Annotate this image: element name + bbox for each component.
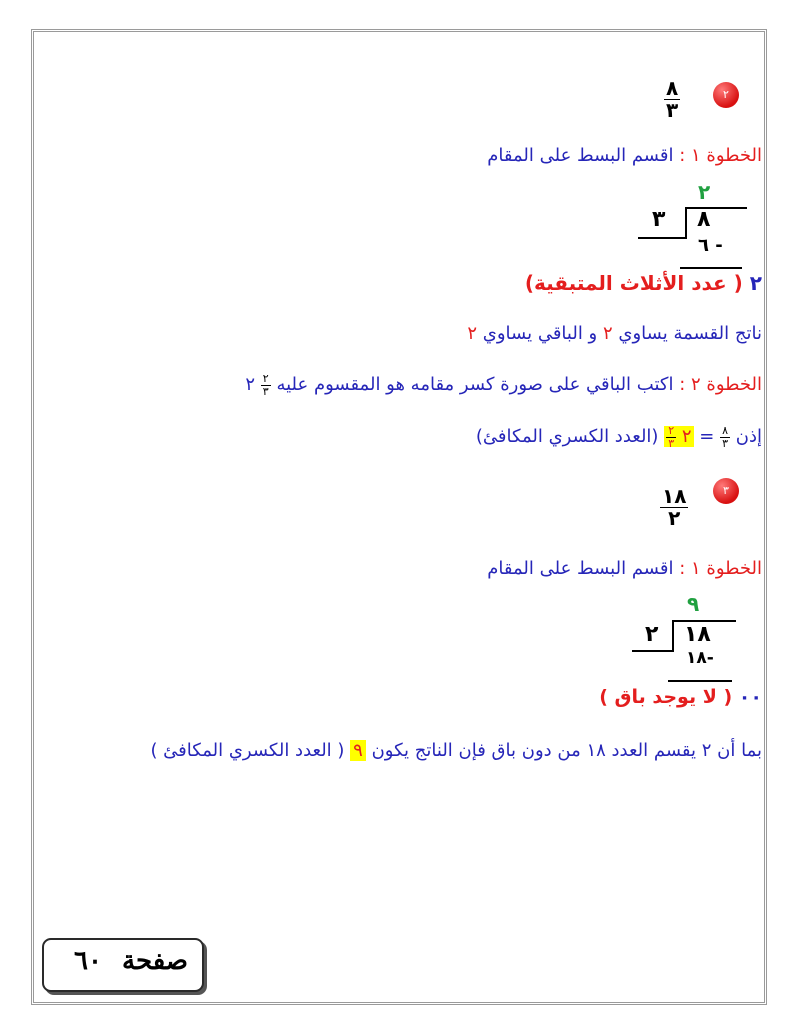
step-text: اكتب الباقي على صورة كسر مقامه هو المقسوم عليه bbox=[276, 374, 674, 396]
step-label: الخطوة ١ : bbox=[679, 145, 762, 166]
division-bar bbox=[685, 207, 747, 209]
example-3-remainder bbox=[599, 686, 762, 708]
fraction-denominator: ٣ bbox=[262, 384, 269, 398]
divisor-underline bbox=[632, 650, 674, 652]
result-remainder: ٢ bbox=[467, 323, 478, 344]
answer-highlight: ٩ bbox=[350, 740, 366, 761]
division-bracket bbox=[672, 620, 674, 652]
result-text-1: ناتج القسمة يساوي bbox=[618, 323, 762, 344]
conclusion-prefix: إذن bbox=[735, 426, 762, 448]
conclusion-text: بما أن ٢ يقسم العدد ١٨ من دون باق فإن الناتج يكون bbox=[371, 740, 762, 761]
result-text-2: و الباقي يساوي bbox=[482, 323, 598, 344]
answer-highlight bbox=[664, 424, 693, 450]
division-subtract: ١٨- bbox=[686, 648, 714, 668]
fraction-denominator: ٣ bbox=[668, 436, 675, 450]
example-2-result-line bbox=[467, 323, 762, 344]
fraction-numerator: ٢ bbox=[668, 424, 675, 437]
fraction-numerator: ١٨ bbox=[662, 484, 687, 508]
example-2-conclusion bbox=[476, 425, 762, 449]
example-3-fraction bbox=[660, 486, 688, 529]
step-text: اقسم البسط على المقام bbox=[487, 145, 674, 166]
page-number: ٦٠ bbox=[74, 946, 102, 976]
divisor-underline bbox=[638, 237, 686, 239]
step-text: اقسم البسط على المقام bbox=[487, 558, 674, 579]
answer-whole: ٢ bbox=[681, 426, 692, 448]
division-divisor: ٣ bbox=[652, 207, 666, 232]
division-dividend: ١٨ bbox=[684, 622, 711, 647]
remainder-note: ( عدد الأثلاث المتبقية) bbox=[524, 271, 743, 295]
page-label: صفحة bbox=[122, 946, 188, 976]
conclusion-note: (العدد الكسري المكافئ) bbox=[475, 426, 659, 448]
fraction-denominator: ٣ bbox=[722, 436, 729, 450]
division-dividend: ٨ bbox=[697, 207, 711, 232]
mixed-whole: ٢ bbox=[245, 374, 256, 396]
page-number-box bbox=[42, 938, 204, 992]
division-quotient: ٢ bbox=[698, 180, 711, 204]
example-3-conclusion bbox=[150, 740, 762, 761]
division-quotient: ٩ bbox=[687, 592, 700, 616]
fraction-denominator: ٣ bbox=[666, 98, 679, 122]
fraction-denominator: ٢ bbox=[668, 506, 681, 530]
fraction-numerator: ٢ bbox=[262, 372, 269, 385]
remainder-note: ( لا يوجد باق ) bbox=[599, 686, 733, 708]
division-result-line bbox=[680, 267, 742, 269]
step-label: الخطوة ١ : bbox=[679, 558, 762, 579]
step-label: الخطوة ٢ : bbox=[679, 374, 762, 396]
example-3-step-1 bbox=[487, 558, 762, 579]
fraction-numerator: ٨ bbox=[722, 424, 729, 437]
division-subtract: ٦ - bbox=[698, 235, 723, 256]
result-quotient: ٢ bbox=[602, 323, 613, 344]
example-2-step-1 bbox=[487, 145, 762, 166]
remainder-value: ٢ bbox=[749, 271, 762, 295]
equals-sign: = bbox=[699, 426, 715, 448]
division-bracket bbox=[685, 207, 687, 239]
example-2-badge: ٢ bbox=[713, 82, 739, 108]
remainder-value: ٠٠ bbox=[738, 686, 762, 708]
example-3-badge: ٣ bbox=[713, 478, 739, 504]
page-border bbox=[31, 29, 767, 1005]
division-result-line bbox=[668, 680, 732, 682]
example-2-step-2 bbox=[245, 373, 762, 397]
example-2-fraction bbox=[664, 78, 680, 121]
conclusion-note: ( العدد الكسري المكافئ ) bbox=[150, 740, 345, 761]
division-divisor: ٢ bbox=[645, 622, 659, 647]
fraction-numerator: ٨ bbox=[666, 76, 679, 100]
example-2-remainder bbox=[525, 271, 762, 295]
